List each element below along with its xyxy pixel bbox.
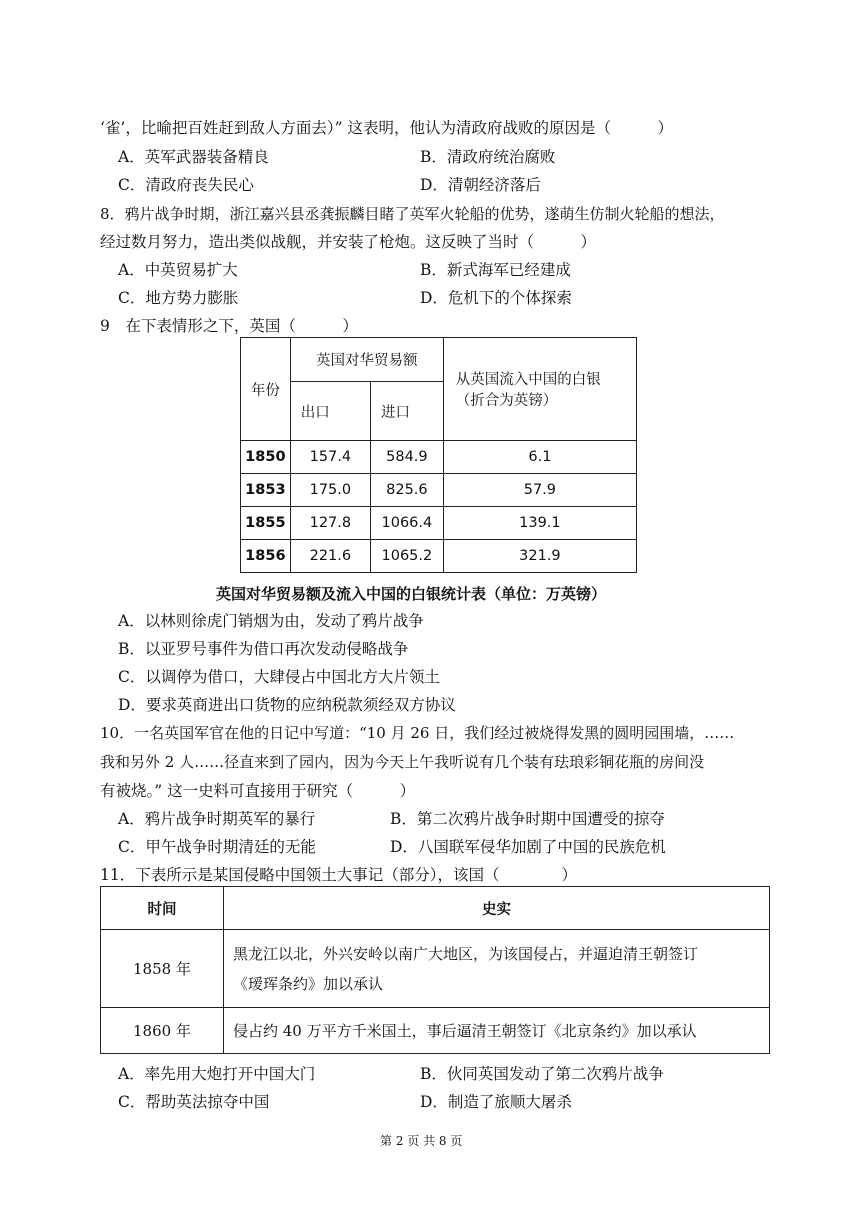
header-silver-line2: （折合为英镑） bbox=[455, 393, 558, 409]
row-year: 1850 bbox=[241, 441, 291, 474]
q11-option-a[interactable]: A．率先用大炮打开中国大门 bbox=[118, 1065, 316, 1083]
q10-option-d[interactable]: D．八国联军侵华加剧了中国的民族危机 bbox=[390, 838, 666, 856]
table-row bbox=[241, 507, 637, 540]
row-time: 1858 年 bbox=[101, 930, 224, 1008]
row-fact-line2: 《瑷珲条约》加以承认 bbox=[233, 974, 384, 993]
header-silver-line1: 从英国流入中国的白银 bbox=[455, 372, 601, 388]
table-row bbox=[101, 930, 770, 1008]
table-row bbox=[101, 1008, 770, 1054]
header-trade: 英国对华贸易额 bbox=[290, 338, 443, 382]
row-fact bbox=[224, 1008, 770, 1054]
row-year: 1853 bbox=[241, 474, 291, 507]
trade-table bbox=[240, 337, 637, 573]
q10-option-b[interactable]: B．第二次鸦片战争时期中国遭受的掠夺 bbox=[390, 810, 665, 828]
header-export: 出口 bbox=[290, 382, 370, 441]
q11-option-b[interactable]: B．伙同英国发动了第二次鸦片战争 bbox=[420, 1065, 664, 1083]
q8-option-a[interactable]: A．中英贸易扩大 bbox=[118, 261, 238, 279]
header-year: 年份 bbox=[241, 338, 291, 441]
q7-option-d[interactable]: D．清朝经济落后 bbox=[420, 176, 541, 194]
q7-option-a[interactable]: A．英军武器装备精良 bbox=[118, 148, 269, 166]
table-caption: 英国对华贸易额及流入中国的白银统计表（单位：万英镑） bbox=[216, 585, 607, 603]
row-fact-line1: 黑龙江以北，外兴安岭以南广大地区，为该国侵占，并逼迫清王朝签订 bbox=[233, 944, 699, 963]
header-import: 进口 bbox=[370, 382, 443, 441]
table-row bbox=[241, 474, 637, 507]
q11-option-d[interactable]: D．制造了旅顺大屠杀 bbox=[420, 1093, 572, 1111]
q8-option-c[interactable]: C．地方势力膨胀 bbox=[118, 289, 239, 307]
row-time: 1860 年 bbox=[101, 1008, 224, 1054]
row-fact-line1: 侵占约 40 万平方千米国土，事后逼清王朝签订《北京条约》加以承认 bbox=[233, 1022, 697, 1040]
page-footer: 第 2 页 共 8 页 bbox=[380, 1134, 463, 1148]
row-import: 825.6 bbox=[370, 474, 443, 507]
q8-stem-line1: 8．鸦片战争时期，浙江嘉兴县丞龚振麟目睹了英军火轮船的优势，遂萌生仿制火轮船的想法， bbox=[100, 205, 725, 223]
row-year: 1856 bbox=[241, 540, 291, 573]
q8-option-b[interactable]: B．新式海军已经建成 bbox=[420, 261, 571, 279]
q11-option-c[interactable]: C．帮助英法掠夺中国 bbox=[118, 1093, 270, 1111]
q7-option-c[interactable]: C．清政府丧失民心 bbox=[118, 176, 254, 194]
q11-stem: 11．下表所示是某国侵略中国领土大事记（部分），该国（ ） bbox=[100, 866, 577, 884]
q8-option-d[interactable]: D．危机下的个体探索 bbox=[420, 289, 572, 307]
q10-option-c[interactable]: C．甲午战争时期清廷的无能 bbox=[118, 838, 316, 856]
q10-stem-line3: 有被烧。” 这一史料可直接用于研究（ ） bbox=[100, 782, 416, 800]
q10-stem-line1: 10．一名英国军官在他的日记中写道：“10 月 26 日，我们经过被烧得发黑的圆明园围墙，…… bbox=[100, 724, 735, 742]
q7-option-b[interactable]: B．清政府统治腐败 bbox=[420, 148, 556, 166]
q7-stem: ‘雀’，比喻把百姓赶到敌人方面去）” 这表明，他认为清政府战败的原因是（ ） bbox=[100, 119, 673, 137]
row-import: 1066.4 bbox=[370, 507, 443, 540]
table-row bbox=[241, 441, 637, 474]
row-export: 221.6 bbox=[290, 540, 370, 573]
row-silver: 57.9 bbox=[443, 474, 636, 507]
q10-option-a[interactable]: A．鸦片战争时期英军的暴行 bbox=[118, 810, 316, 828]
q9-stem: 9 在下表情形之下，英国（ ） bbox=[100, 317, 358, 335]
row-silver: 6.1 bbox=[443, 441, 636, 474]
q8-stem-line2: 经过数月努力，造出类似战舰，并安装了枪炮。这反映了当时（ ） bbox=[100, 233, 597, 251]
header-fact: 史实 bbox=[224, 887, 770, 930]
q9-option-d[interactable]: D．要求英商进出口货物的应纳税款须经双方协议 bbox=[118, 696, 456, 714]
row-year: 1855 bbox=[241, 507, 291, 540]
history-table bbox=[100, 886, 770, 1054]
header-silver bbox=[443, 338, 636, 441]
q9-option-a[interactable]: A．以林则徐虎门销烟为由，发动了鸦片战争 bbox=[118, 612, 424, 630]
row-silver: 139.1 bbox=[443, 507, 636, 540]
header-time: 时间 bbox=[101, 887, 224, 930]
row-export: 127.8 bbox=[290, 507, 370, 540]
table-row bbox=[241, 540, 637, 573]
row-import: 1065.2 bbox=[370, 540, 443, 573]
row-export: 175.0 bbox=[290, 474, 370, 507]
q9-option-b[interactable]: B．以亚罗号事件为借口再次发动侵略战争 bbox=[118, 640, 409, 658]
row-import: 584.9 bbox=[370, 441, 443, 474]
q10-stem-line2: 我和另外 2 人……径直来到了园内，因为今天上午我听说有几个装有珐琅彩铜花瓶的房间没 bbox=[100, 753, 705, 771]
q9-option-c[interactable]: C．以调停为借口，大肆侵占中国北方大片领土 bbox=[118, 668, 440, 686]
row-fact bbox=[224, 930, 770, 1008]
row-silver: 321.9 bbox=[443, 540, 636, 573]
row-export: 157.4 bbox=[290, 441, 370, 474]
